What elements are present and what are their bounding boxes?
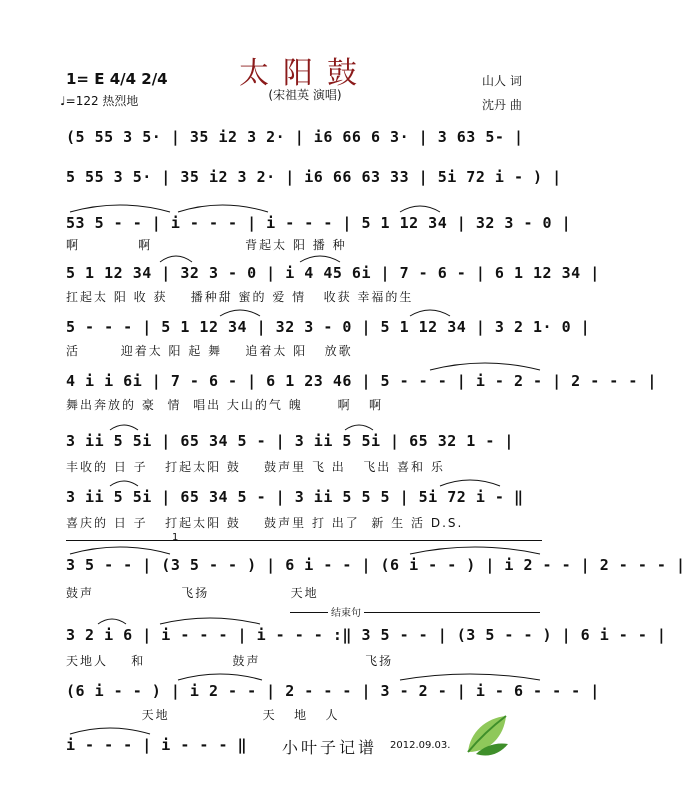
score-line-11-lyrics: 天地 天 地 人: [66, 708, 340, 722]
score-line-12-notes: i - - - | i - - - ‖: [66, 736, 248, 754]
score-line-4-lyrics: 扛起太 阳 收 获 播种甜 蜜的 爱 情 收获 幸福的生: [66, 290, 414, 304]
score-line-6-lyrics: 舞出奔放的 豪 情 唱出 大山的气 魄 啊 啊: [66, 398, 384, 412]
tempo-marking: ♩=122 热烈地: [60, 94, 139, 108]
song-title: 太阳鼓: [239, 56, 371, 91]
performer-credit: (宋祖英 演唱): [268, 88, 342, 102]
score-line-4-notes: 5 1 12 34 | 32 3 - 0 | i 4 45 6i | 7 - 6 - | 6 1 12 34 |: [66, 264, 600, 282]
score-line-6-notes: 4 i i 6i | 7 - 6 - | 6 1 23 46 | 5 - - - | i - 2 - | 2 - - - |: [66, 372, 657, 390]
score-line-3-lyrics: 啊 啊 背起太 阳 播 种: [66, 238, 347, 252]
score-line-3-notes: 53 5 - - | i - - - | i - - - | 5 1 12 34 | 32 3 - 0 |: [66, 214, 572, 232]
ending-label: 结束句: [328, 604, 364, 619]
transcriber-signature: 小叶子记谱: [282, 738, 378, 757]
transcription-date: 2012.09.03.: [390, 740, 451, 751]
score-line-8-notes: 3 ii 5 5i | 65 34 5 - | 3 ii 5 5 5 | 5i 72 i - ‖: [66, 488, 524, 506]
leaf-icon: [462, 712, 512, 758]
score-line-1-notes: (5 55 3 5· | 35 i2 3 2· | i6 66 6 3· | 3 63 5- |: [66, 128, 524, 146]
key-signature: 1= E 4/4 2/4: [66, 70, 168, 88]
composer-credit: 沈丹 曲: [482, 98, 522, 112]
score-line-8-lyrics: 喜庆的 日 子 打起太阳 鼓 鼓声里 打 出了 新 生 活 D.S.: [66, 516, 464, 530]
score-line-5-notes: 5 - - - | 5 1 12 34 | 32 3 - 0 | 5 1 12 34 | 3 2 1· 0 |: [66, 318, 591, 336]
score-line-5-lyrics: 活 迎着太 阳 起 舞 追着太 阳 放歌: [66, 344, 353, 358]
lyricist-credit: 山人 词: [482, 74, 522, 88]
volta-bracket-line: [66, 540, 542, 541]
score-line-9-lyrics: 鼓声 飞扬 天地: [66, 586, 319, 600]
score-line-7-lyrics: 丰收的 日 子 打起太阳 鼓 鼓声里 飞 出 飞出 喜和 乐: [66, 460, 445, 474]
score-line-10-notes: 3 2 i 6 | i - - - | i - - - :‖ 3 5 - - | (3 5 - - ) | 6 i - - |: [66, 626, 667, 644]
score-line-9-notes: 3 5 - - | (3 5 - - ) | 6 i - - | (6 i - - ) | i 2 - - | 2 - - - |: [66, 556, 686, 574]
score-line-7-notes: 3 ii 5 5i | 65 34 5 - | 3 ii 5 5i | 65 32 1 - |: [66, 432, 514, 450]
score-line-10-lyrics: 天地人 和 鼓声 飞扬: [66, 654, 394, 668]
volta-number: 1: [172, 532, 179, 543]
score-line-11-notes: (6 i - - ) | i 2 - - | 2 - - - | 3 - 2 - | i - 6 - - - |: [66, 682, 600, 700]
score-line-2-notes: 5 55 3 5· | 35 i2 3 2· | i6 66 63 33 | 5i 72 i - ) |: [66, 168, 562, 186]
